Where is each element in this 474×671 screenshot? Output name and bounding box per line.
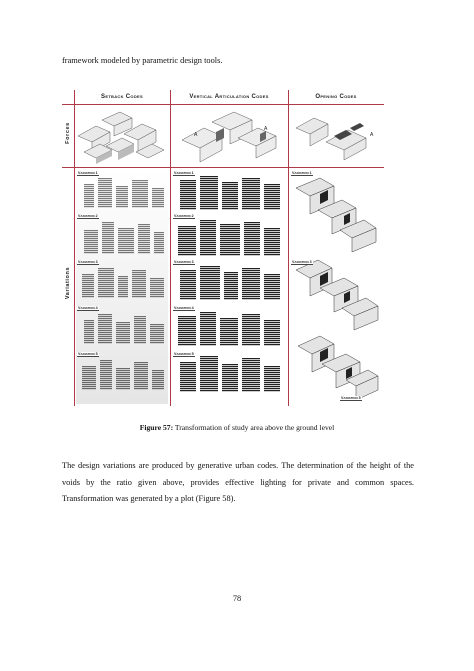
column-divider-1 bbox=[170, 90, 171, 406]
svg-text:A: A bbox=[194, 132, 198, 138]
figure-caption-label: Figure 57: bbox=[139, 423, 174, 432]
variation-label-setback-2: Variation 2 bbox=[78, 214, 98, 218]
figure-caption-text: Transformation of study area above the ground level bbox=[173, 423, 335, 432]
column-header-vertical: Vertical Articulation Codes bbox=[189, 94, 269, 100]
variation-label-setback-4: Variation 4 bbox=[78, 306, 98, 310]
variation-label-vertical-3: Variation 3 bbox=[174, 260, 194, 264]
forces-setback-image bbox=[76, 106, 168, 166]
row-label-divider bbox=[74, 90, 75, 406]
forces-vertical-image bbox=[172, 106, 286, 166]
variations-opening-image bbox=[290, 170, 382, 404]
page-number: 78 bbox=[232, 594, 242, 603]
column-header-setback: Setback Codes bbox=[101, 94, 143, 100]
row-label-forces: Forces bbox=[65, 122, 71, 144]
variation-label-setback-3: Variation 3 bbox=[78, 260, 98, 264]
intro-text: framework modeled by parametric design tools. bbox=[62, 56, 223, 65]
figure-caption bbox=[0, 423, 474, 432]
header-divider bbox=[62, 104, 384, 105]
figure-57 bbox=[62, 90, 384, 406]
svg-text:A: A bbox=[370, 132, 374, 138]
variation-label-vertical-1: Variation 1 bbox=[174, 171, 194, 175]
column-header-opening: Opening Codes bbox=[315, 94, 357, 100]
variation-label-opening-5: Variation 5 bbox=[341, 396, 361, 400]
variation-label-setback-5: Variation 5 bbox=[78, 352, 98, 356]
body-paragraph: The design variations are produced by generative urban codes. The determination of the height of the voids by the ratio given above, provides effective lighting for private and common spaces. Transformation was generated by a plot (Figure 58). bbox=[62, 461, 414, 503]
svg-text:A: A bbox=[264, 126, 268, 132]
variation-label-vertical-5: Variation 5 bbox=[174, 352, 194, 356]
variation-label-opening-3: Variation 3 bbox=[292, 260, 312, 264]
forces-opening-image bbox=[290, 106, 382, 166]
variations-setback-image bbox=[76, 170, 168, 404]
forces-divider bbox=[62, 167, 384, 168]
variation-label-vertical-2: Variation 2 bbox=[174, 214, 194, 218]
row-label-variations: Variations bbox=[65, 266, 71, 300]
variations-vertical-image bbox=[172, 170, 286, 404]
column-divider-2 bbox=[288, 90, 289, 406]
variation-label-vertical-4: Variation 4 bbox=[174, 306, 194, 310]
variation-label-opening-1: Variation 1 bbox=[292, 171, 312, 175]
variation-label-setback-1: Variation 1 bbox=[78, 171, 98, 175]
